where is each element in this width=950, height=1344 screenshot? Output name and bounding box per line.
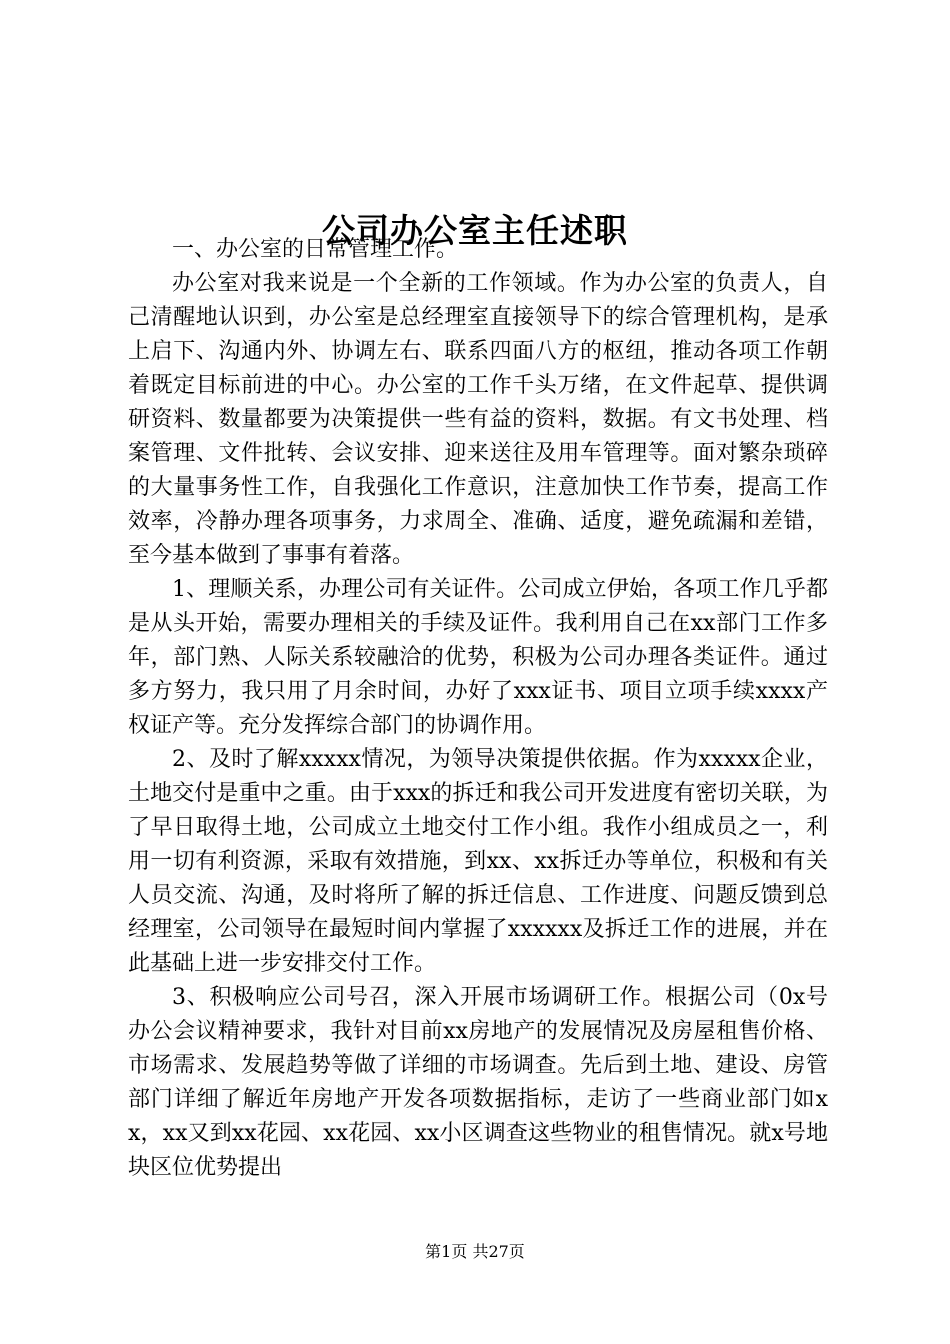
document-body: [128, 233, 828, 1185]
paragraph-item-2: 2、及时了解xxxxx情况，为领导决策提供依据。作为xxxxx企业，土地交付是重中之重。由于xxx的拆迁和我公司开发进度有密切关联，为了早日取得土地，公司成立土地交付工作小组。我作小组成员之一，利用一切有利资源，采取有效措施，到xx、xx拆迁办等单位，积极和有关人员交流、沟通，及时将所了解的拆迁信息、工作进度、问题反馈到总经理室，公司领导在最短时间内掌握了xxxxxx及拆迁工作的进展，并在此基础上进一步安排交付工作。: [128, 747, 828, 976]
page-number-footer: 第1页 共27页: [425, 1242, 525, 1261]
section-heading: 一、办公室的日常管理工作。: [172, 237, 459, 262]
paragraph-intro: 办公室对我来说是一个全新的工作领域。作为办公室的负责人，自己清醒地认识到，办公室是总经理室直接领导下的综合管理机构，是承上启下、沟通内外、协调左右、联系四面八方的枢纽，推动各项工作朝着既定目标前进的中心。办公室的工作千头万绪，在文件起草、提供调研资料、数量都要为决策提供一些有益的资料，数据。有文书处理、档案管理、文件批转、会议安排、迎来送往及用车管理等。面对繁杂琐碎的大量事务性工作，自我强化工作意识，注意加快工作节奏，提高工作效率，冷静办理各项事务，力求周全、准确、适度，避免疏漏和差错，至今基本做到了事事有着落。: [128, 271, 828, 568]
paragraph-item-3: 3、积极响应公司号召，深入开展市场调研工作。根据公司（0x号办公会议精神要求，我针对目前xx房地产的发展情况及房屋租售价格、市场需求、发展趋势等做了详细的市场调查。先后到土地、建设、房管部门详细了解近年房地产开发各项数据指标，走访了一些商业部门如xx，xx又到xx花园、xx花园、xx小区调查这些物业的租售情况。就x号地块区位优势提出: [128, 985, 828, 1180]
paragraph-item-1: 1、理顺关系，办理公司有关证件。公司成立伊始，各项工作几乎都是从头开始，需要办理相关的手续及证件。我利用自己在xx部门工作多年，部门熟、人际关系较融洽的优势，积极为公司办理各类证件。通过多方努力，我只用了月余时间，办好了xxx证书、项目立项手续xxxx产权证产等。充分发挥综合部门的协调作用。: [128, 577, 828, 738]
document-title: 公司办公室主任述职: [322, 211, 628, 251]
